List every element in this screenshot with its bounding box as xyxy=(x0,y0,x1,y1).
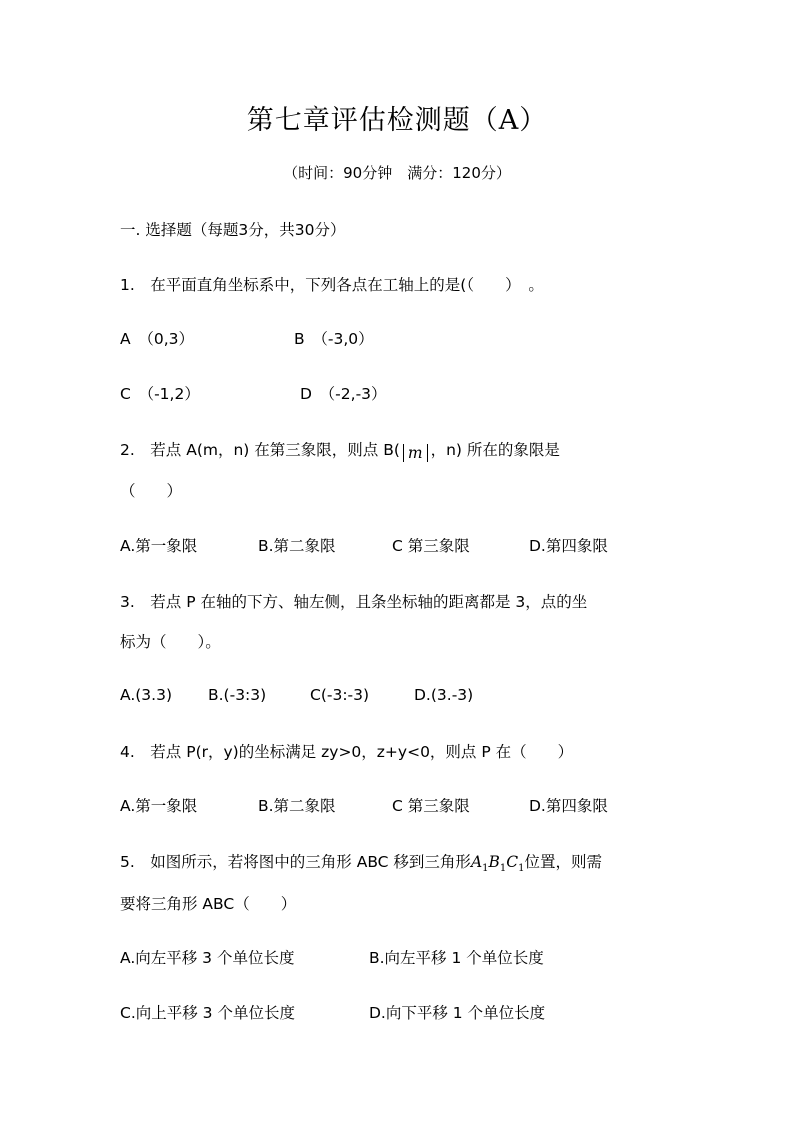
question-5-stem-line2: 要将三角形 ABC（ ） xyxy=(120,895,297,913)
question-4-stem: 4. 若点 P(r，y)的坐标满足 zy>0，z+y<0，则点 P 在（ ） xyxy=(120,743,574,761)
question-1-option-d: D （-2,-3） xyxy=(300,385,387,403)
question-1-option-c: C （-1,2） xyxy=(120,385,200,403)
question-2-option-b: B.第二象限 xyxy=(258,537,336,555)
question-5-option-b: B.向左平移 1 个单位长度 xyxy=(369,949,544,967)
question-2-option-d: D.第四象限 xyxy=(529,537,608,555)
question-3-option-c: C(-3:-3) xyxy=(310,686,370,704)
question-4-option-a: A.第一象限 xyxy=(120,797,198,815)
math-sub-a: 1 xyxy=(482,863,489,875)
section-heading: 一. 选择题（每题3分，共30分） xyxy=(120,221,346,239)
exam-info: （时间：90分钟 满分：120分） xyxy=(283,164,511,182)
math-c: C xyxy=(506,853,519,871)
question-5-stem-end: 位置，则需 xyxy=(524,853,603,871)
question-4-option-c: C 第三象限 xyxy=(392,797,470,815)
question-2-stem-end: ，n) 所在的象限是 xyxy=(430,441,560,459)
math-b: B xyxy=(488,853,500,871)
question-2-stem-start: 2. 若点 A(m，n) 在第三象限，则点 B( xyxy=(120,441,400,459)
question-1-option-b: B （-3,0） xyxy=(294,330,374,348)
math-sub-b: 1 xyxy=(499,863,507,875)
question-5-stem xyxy=(120,850,602,874)
question-5-stem-start: 5. 如图所示，若将图中的三角形 ABC 移到三角形 xyxy=(120,853,471,871)
question-1-option-a: A （0,3） xyxy=(120,330,195,348)
question-2-option-c: C 第三象限 xyxy=(392,537,470,555)
question-2-stem xyxy=(120,438,560,462)
question-5-option-a: A.向左平移 3 个单位长度 xyxy=(120,949,295,967)
question-5-option-d: D.向下平移 1 个单位长度 xyxy=(369,1004,546,1022)
math-sub-c: 1 xyxy=(518,863,525,875)
question-5-option-c: C.向上平移 3 个单位长度 xyxy=(120,1004,295,1022)
triangle-a1b1c1 xyxy=(470,853,525,875)
page-title: 第七章评估检测题（A） xyxy=(246,105,548,136)
question-4-option-d: D.第四象限 xyxy=(529,797,608,815)
absolute-value-m xyxy=(403,444,428,462)
math-m: m xyxy=(407,444,423,462)
question-4-option-b: B.第二象限 xyxy=(258,797,336,815)
question-3-stem-line2: 标为（ ）。 xyxy=(120,633,221,651)
question-2-option-a: A.第一象限 xyxy=(120,537,198,555)
question-3-option-d: D.(3.-3) xyxy=(414,686,474,704)
question-2-stem-line2: （ ） xyxy=(120,482,183,500)
question-3-stem: 3. 若点 P 在轴的下方、轴左侧，且条坐标轴的距离都是 3，点的坐 xyxy=(120,593,588,611)
question-3-option-a: A.(3.3) xyxy=(120,686,173,704)
question-3-option-b: B.(-3:3) xyxy=(208,686,267,704)
math-a: A xyxy=(470,853,483,871)
question-1-stem: 1. 在平面直角坐标系中，下列各点在工轴上的是(（ ） 。 xyxy=(120,276,544,294)
